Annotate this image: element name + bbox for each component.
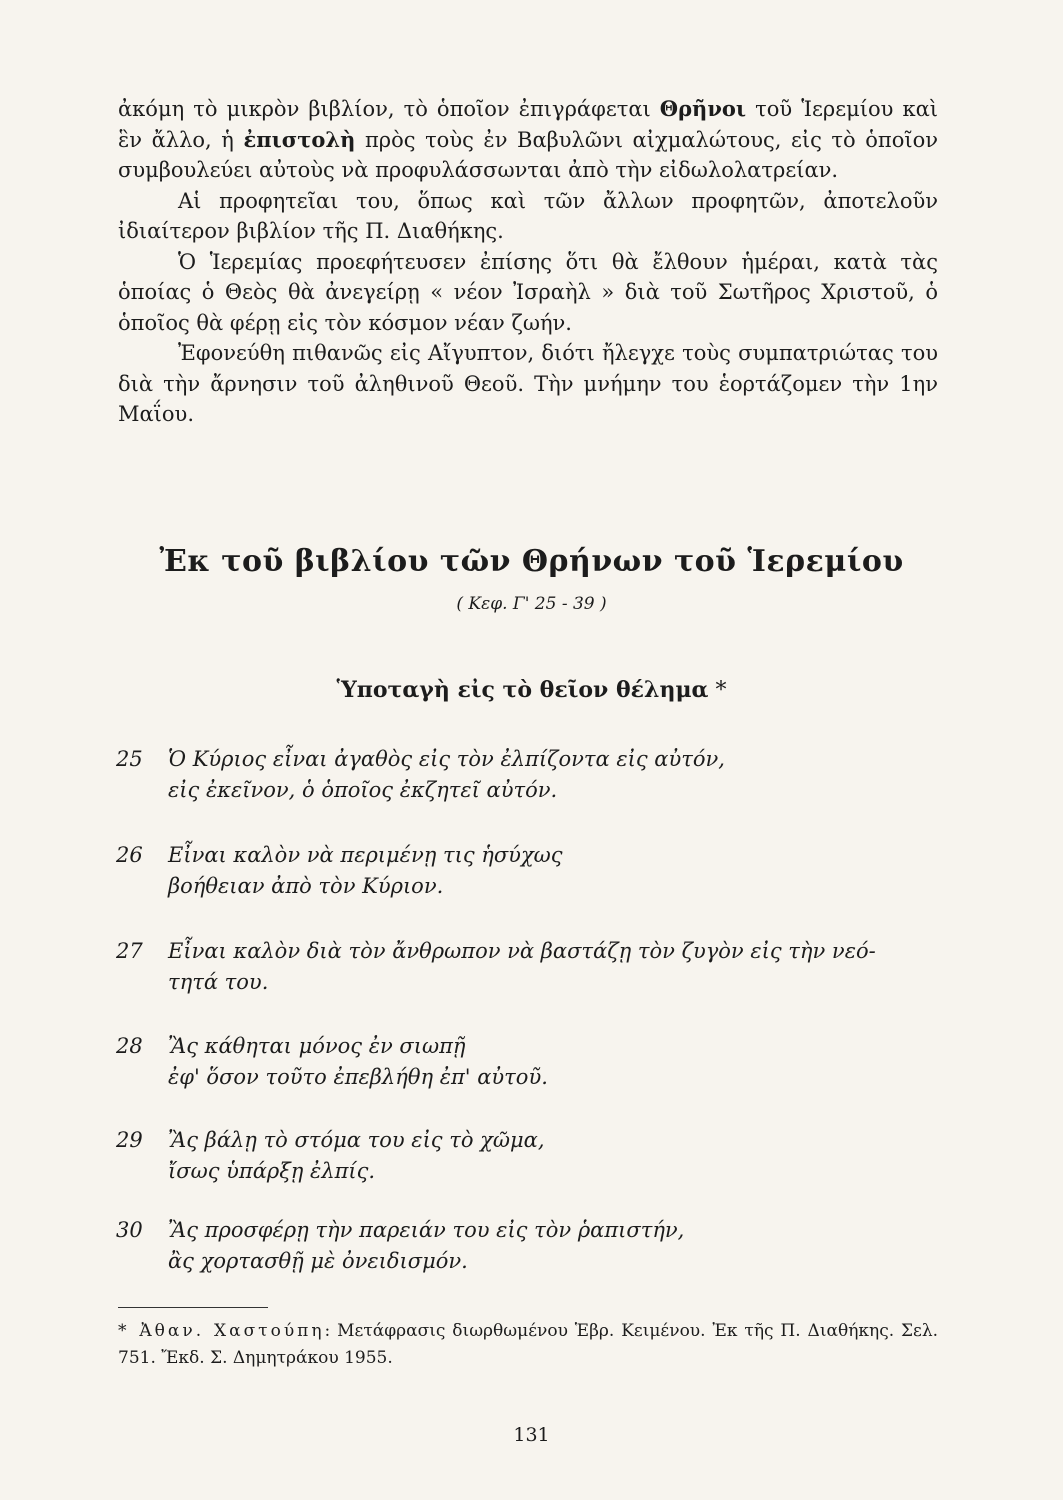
verse-line: Εἶναι καλὸν νὰ περιμένῃ τις ἡσύχως	[168, 843, 563, 867]
verse-line: εἰς ἐκεῖνον, ὁ ὁποῖος ἐκζητεῖ αὐτόν.	[168, 778, 558, 802]
verse	[116, 1125, 956, 1187]
verse-line: Ἂς κάθηται μόνος ἐν σιωπῇ	[168, 1034, 466, 1058]
intro-text	[118, 94, 938, 430]
verse-number: 27	[116, 939, 143, 963]
footnote-divider	[118, 1307, 268, 1308]
intro-paragraph-4: Ἐφονεύθη πιθανῶς εἰς Αἴγυπτον, διότι ἤλεγχε τοὺς συμπατριώτας του διὰ τὴν ἄρνησιν τοῦ ἀληθινοῦ Θεοῦ. Τὴν μνήμην του ἑορτάζομεν τὴν 1ην Μαΐου.	[118, 341, 938, 426]
verse-line: ἴσως ὑπάρξῃ ἐλπίς.	[168, 1159, 376, 1183]
section-title: Ἐκ τοῦ βιβλίου τῶν Θρήνων τοῦ Ἱερεμίου	[159, 544, 904, 579]
verse-line: ἂς χορτασθῇ μὲ ὀνειδισμόν.	[168, 1249, 468, 1273]
intro-paragraph-3: Ὁ Ἱερεμίας προεφήτευσεν ἐπίσης ὅτι θὰ ἔλθουν ἡμέραι, κατὰ τὰς ὁποίας ὁ Θεὸς θὰ ἀνεγείρῃ « νέον Ἰσραὴλ » διὰ τοῦ Σωτῆρος Χριστοῦ, ὁ ὁποῖος θὰ φέρῃ εἰς τὸν κόσμον νέαν ζωήν.	[118, 249, 938, 335]
verse-number: 25	[116, 747, 143, 771]
chapter-reference: ( Κεφ. Γ' 25 - 39 )	[456, 594, 607, 614]
intro-paragraph-1: ἀκόμη τὸ μικρὸν βιβλίον, τὸ ὁποῖον ἐπιγράφεται Θρῆνοι τοῦ Ἱερεμίου καὶ ἓν ἄλλο, ἡ ἐπιστολὴ πρὸς τοὺς ἐν Βαβυλῶνι αἰχμαλώτους, εἰς τὸ ὁποῖον συμβουλεύει αὐτοὺς νὰ προφυλάσσωνται ἀπὸ τὴν εἰδωλολατρείαν.	[118, 96, 938, 182]
verse-number: 28	[116, 1034, 143, 1058]
footnote-author: * Ἀθαν. Χαστούπη	[118, 1321, 325, 1341]
page-number: 131	[513, 1424, 550, 1446]
bold-term-threnoi: Θρῆνοι	[659, 96, 747, 121]
verse-number: 29	[116, 1128, 143, 1152]
verse	[116, 840, 956, 902]
subtitle: Ὑποταγὴ εἰς τὸ θεῖον θέλημα *	[336, 677, 727, 703]
verse-line: Ἂς βάλῃ τὸ στόμα του εἰς τὸ χῶμα,	[168, 1128, 545, 1152]
bold-term-epistoli: ἐπιστολὴ	[243, 126, 356, 152]
verse-line: βοήθειαν ἀπὸ τὸν Κύριον.	[168, 874, 444, 898]
verse	[116, 936, 956, 998]
verse	[116, 744, 956, 806]
intro-paragraph-2: Αἱ προφητεῖαι του, ὅπως καὶ τῶν ἄλλων προφητῶν, ἀποτελοῦν ἰδιαίτερον βιβλίον τῆς Π. Διαθήκης.	[118, 188, 938, 243]
verse-line: Ὁ Κύριος εἶναι ἀγαθὸς εἰς τὸν ἐλπίζοντα εἰς αὐτόν,	[168, 747, 725, 771]
verse-line: ἐφ' ὅσον τοῦτο ἐπεβλήθη ἐπ' αὐτοῦ.	[168, 1065, 548, 1089]
verse-line: Ἂς προσφέρῃ τὴν παρειάν του εἰς τὸν ῥαπιστήν,	[168, 1218, 685, 1242]
footnote-marker: *	[708, 678, 727, 703]
verse-line: Εἶναι καλὸν διὰ τὸν ἄνθρωπον νὰ βαστάζῃ τὸν ζυγὸν εἰς τὴν νεό-	[168, 939, 876, 963]
verse	[116, 1215, 956, 1277]
footnote-text: : Μετάφρασις διωρθωμένου Ἑβρ. Κειμένου. Ἐκ τῆς Π. Διαθήκης. Σελ. 751. Ἔκδ. Σ. Δημητράκου 1955.	[118, 1321, 939, 1368]
verse-line: τητά του.	[168, 970, 269, 994]
verse-number: 26	[116, 843, 143, 867]
verse-number: 30	[116, 1218, 143, 1242]
verse	[116, 1031, 956, 1093]
footnote	[118, 1318, 938, 1372]
